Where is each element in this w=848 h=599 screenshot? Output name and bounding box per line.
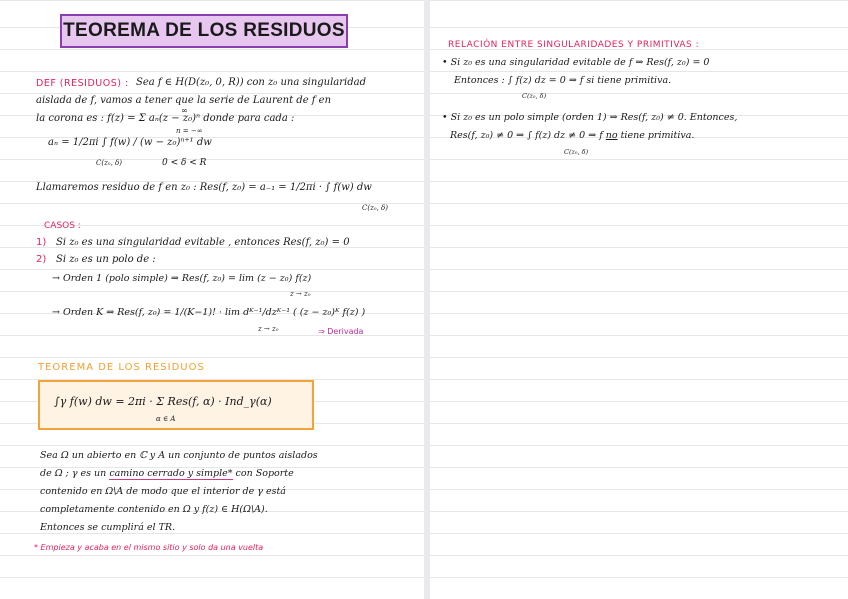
footnote: * Empieza y acaba en el mismo sitio y solo da una vuelta — [34, 543, 264, 552]
theorem-formula: ∫γ f(w) dw = 2πi · Σ Res(f, α) · Ind_γ(α) — [54, 395, 272, 408]
sum-lower-limit: n = −∞ — [176, 127, 203, 135]
order-1-limit: z → z₀ — [290, 290, 311, 298]
theorem-heading: TEOREMA DE LOS RESIDUOS — [38, 362, 205, 373]
bullet-2-contour: C(z₀, δ) — [564, 148, 589, 156]
order-k-formula: → Orden K ⇒ Res(f, z₀) = 1/(K−1)! · lim dᴷ⁻¹/dzᴷ⁻¹ ( (z − z₀)ᴷ f(z) ) — [52, 307, 366, 318]
paragraph-line-5: Entonces se cumplirá el TR. — [40, 522, 176, 533]
theorem-sum-index: α ∈ A — [156, 415, 176, 423]
bullet-1-line-2: Entonces : ∫ f(z) dz = 0 ⇒ f si tiene primitiva. — [454, 75, 672, 86]
definition-line-2: aislada de f, vamos a tener que la serie de Laurent de f en — [36, 95, 332, 106]
order-k-limit: z → z₀ — [258, 325, 279, 333]
bullet-1-contour: C(z₀, δ) — [522, 92, 547, 100]
laurent-coefficient-formula: aₙ = 1/2πi ∫ f(w) / (w − z₀)ⁿ⁺¹ dw — [48, 137, 212, 148]
radius-condition: 0 < δ < R — [162, 158, 207, 168]
case-2-number: 2) — [36, 254, 47, 265]
paragraph-line-2-start: de Ω ; γ es un — [40, 468, 110, 479]
closed-simple-path: camino cerrado y simple* — [109, 468, 233, 479]
bullet-2-line-2-start: Res(f, z₀) ≠ 0 ⇒ ∫ f(z) dz ≠ 0 ⇒ f — [450, 130, 606, 141]
title-box — [60, 14, 348, 48]
paragraph-line-2-end: con Soporte — [232, 468, 294, 479]
case-1-text: Si z₀ es una singularidad evitable , entonces Res(f, z₀) = 0 — [56, 237, 350, 248]
case-1-number: 1) — [36, 237, 47, 248]
paragraph-line-2 — [40, 467, 294, 481]
relation-heading: RELACIÓN ENTRE SINGULARIDADES Y PRIMITIVAS : — [448, 40, 700, 50]
paragraph-line-4: completamente contenido en Ω y f(z) ∈ H(Ω\A). — [40, 504, 268, 515]
derivative-note: ⇒ Derivada — [318, 327, 364, 336]
order-1-formula: → Orden 1 (polo simple) ⇒ Res(f, z₀) = lim (z − z₀) f(z) — [52, 273, 312, 284]
bullet-1-line-1: • Si z₀ es una singularidad evitable de f ⇒ Res(f, z₀) = 0 — [442, 57, 710, 68]
no-primitive-emphasis: no — [605, 130, 618, 141]
residue-contour: C(z₀, δ) — [362, 204, 388, 212]
bullet-2-line-1: • Si z₀ es un polo simple (orden 1) ⇒ Res(f, z₀) ≠ 0. Entonces, — [442, 112, 738, 123]
coefficient-contour: C(z₀, δ) — [96, 159, 122, 167]
sum-upper-limit: ∞ — [181, 106, 188, 115]
residue-definition: Llamaremos residuo de f en z₀ : Res(f, z₀) = a₋₁ = 1/2πi · ∫ f(w) dw — [36, 182, 372, 193]
definition-line-3: la corona es : f(z) = Σ aₙ(z − z₀)ⁿ donde para cada : — [36, 113, 295, 124]
right-page — [430, 0, 848, 599]
cases-label: CASOS : — [44, 221, 81, 231]
definition-label: DEF (RESIDUOS) : — [36, 78, 129, 89]
theorem-box — [38, 380, 314, 430]
bullet-2-line-2-end: tiene primitiva. — [617, 130, 695, 141]
paragraph-line-3: contenido en Ω\A de modo que el interior de γ está — [40, 486, 286, 497]
page-title: TEOREMA DE LOS RESIDUOS — [63, 20, 345, 41]
paragraph-line-1: Sea Ω un abierto en ℂ y A un conjunto de puntos aislados — [40, 450, 318, 461]
bullet-2-line-2 — [450, 129, 694, 143]
case-2-text: Si z₀ es un polo de : — [56, 254, 156, 265]
definition-line-1: Sea f ∈ H(D(z₀, 0, R)) con z₀ una singularidad — [136, 77, 367, 88]
